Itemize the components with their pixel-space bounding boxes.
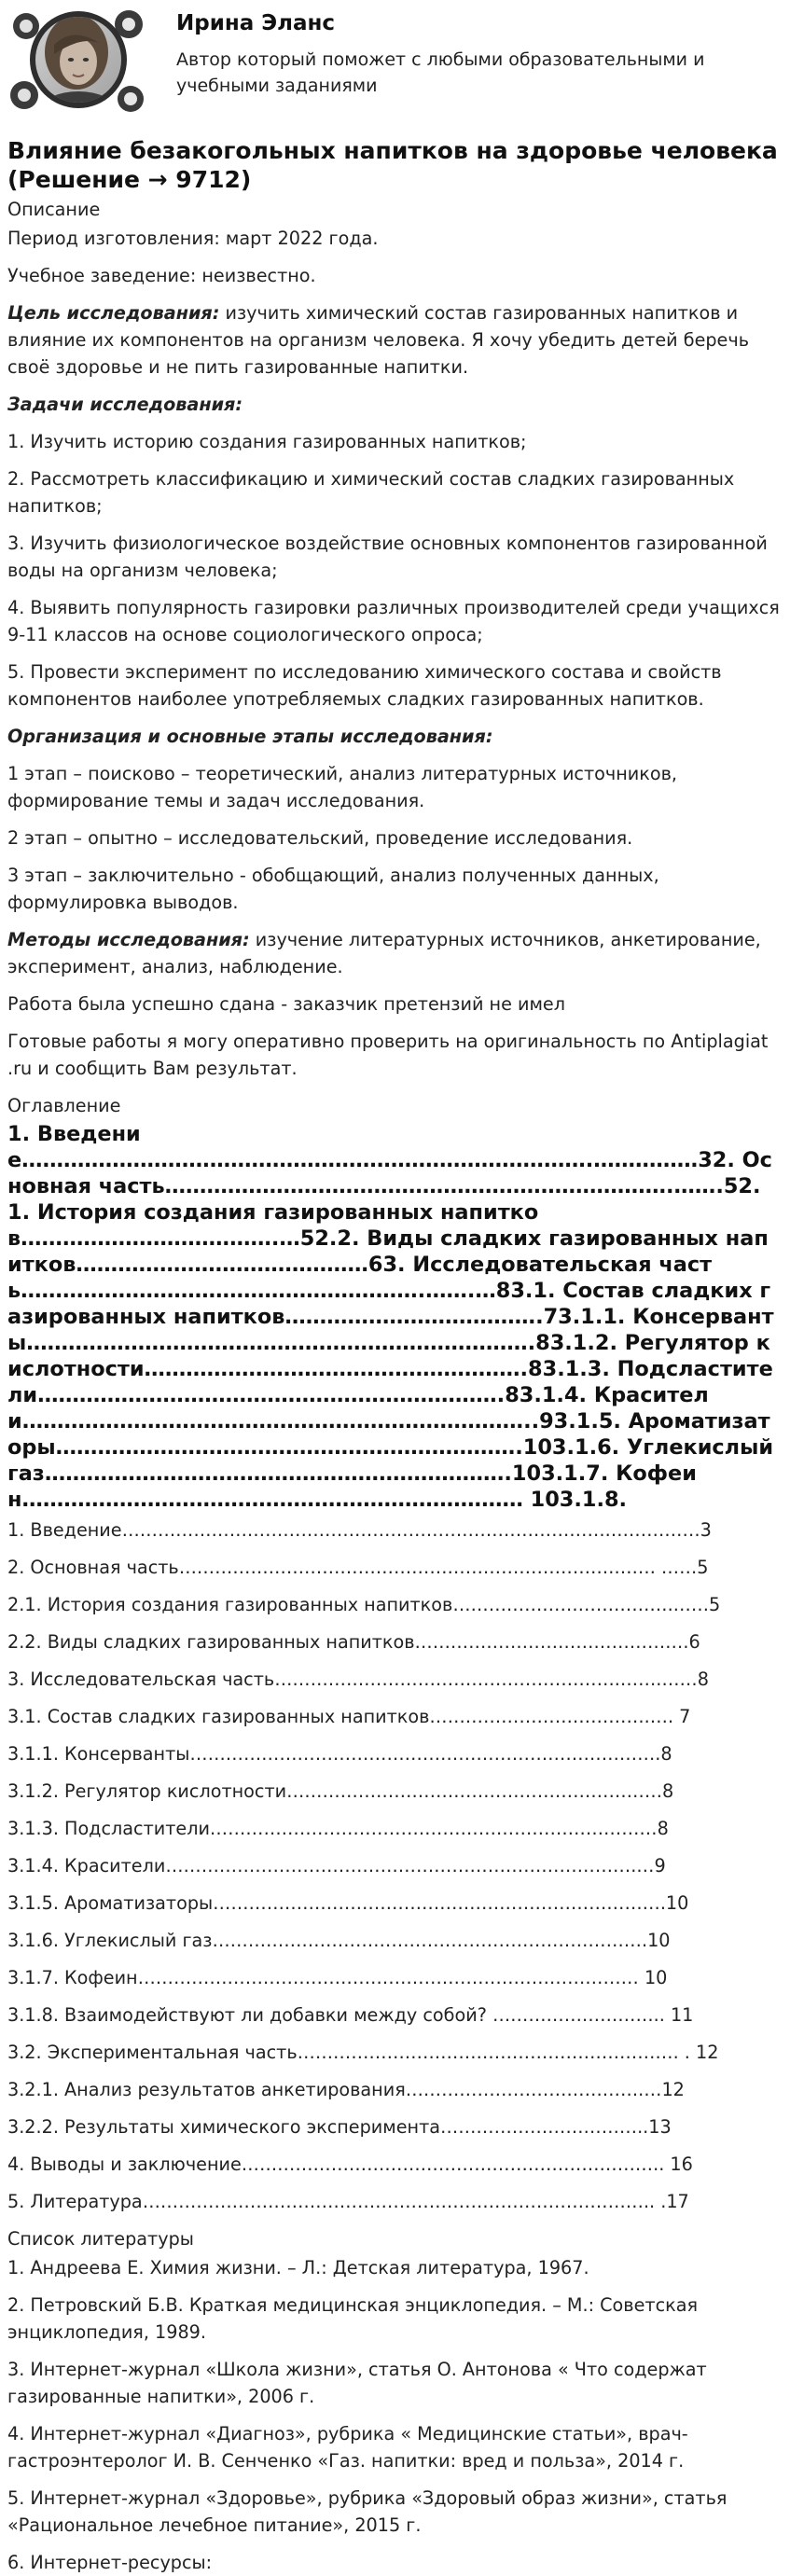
reference-item: 6. Интернет-ресурсы: [7,2552,213,2573]
toc-item: 3.2. Экспериментальная часть………………………………………………………. . 12 [7,2042,719,2063]
toc-item: 3.1.7. Кофеин………………………………………………………………………… 10 [7,1967,668,1988]
toc-item: 3.2.1. Анализ результатов анкетирования………………………………….…12 [7,2079,685,2100]
period-text: Период изготовления: март 2022 года. [7,228,379,249]
task-item: 5. Провести эксперимент по исследованию химического состава и свойств компонентов наиболее употребляемых сладких газированных напитков. [7,661,722,710]
toc-item: 3.1. Состав сладких газированных напитков……………………………….…. 7 [7,1706,691,1727]
stages-heading [7,723,783,750]
toc-item: 3.1.5. Ароматизаторы………………………………………………………………….10 [7,1892,689,1914]
toc-item: 1. Введение……………………………………………………………………….……………3 [7,1519,712,1541]
reference-item: 2. Петровский Б.В. Краткая медицинская энциклопедия. – М.: Советская энциклопедия, 1989. [7,2294,699,2343]
antiplagiat-note: Готовые работы я могу оперативно проверить на оригинальность по Antiplagiat .ru и сообщить Вам результат. [7,1031,769,1079]
institution-text: Учебное заведение: неизвестно. [7,265,316,286]
stage-item: 1 этап – поисково – теоретический, анализ литературных источников, формирование темы и задач исследования. [7,763,677,811]
task-item: 4. Выявить популярность газировки различных производителей среди учащихся 9-11 классов на основе социологического опроса; [7,597,780,645]
toc-item: 2.1. История создания газированных напитков……………………………….……5 [7,1594,721,1615]
toc-label: Оглавление [7,1095,121,1116]
toc-item: 3. Исследовательская часть………………………………………………….…….……8 [7,1669,709,1690]
toc-item: 3.1.2. Регулятор кислотности………………………………………………………8 [7,1780,674,1802]
reference-item: 1. Андреева Е. Химия жизни. – Л.: Детская литература, 1967. [7,2257,589,2278]
task-item: 2. Рассмотреть классификацию и химический состав сладких газированных напитков; [7,468,735,517]
author-info [176,6,773,99]
toc-bold-block: 1. Введение……………………………………………………………………….……………32. Основная часть……………………………………………………………….…….52.1. История создания газированных напитков……………………………….…52.2. Виды сладких газированных напитков……………………………………63. Исследовательская часть………………………………………………….…….…83.1. Состав сладких газированных напитков……………………………….73.1.1. Консерванты……………………………………………………………….83.1.2. Регулятор кислотности……………………………………………….83.1.3. Подсластители………………………………………………………….83.1.4. Красители………………………………………………………………..93.1.5. Ароматизаторы………………………………………………………….103.1.6. Углекислый газ………………………………………………………….103.1.7. Кофеин……………………………………………………………… 103.1.8. [7,1122,774,1512]
toc-item: 2. Основная часть……………………………………………………………….……. ……5 [7,1557,709,1578]
stage-item: 3 этап – заключительно - обобщающий, анализ полученных данных, формулировка выводов. [7,865,659,913]
references-label: Список литературы [7,2228,194,2250]
goal-paragraph [7,299,783,381]
reference-item: 4. Интернет-журнал «Диагноз», рубрика « Медицинские статьи», врач-гастроэнтеролог И. В. Сенченко «Газ. напитки: вред и польза», 2014 г. [7,2423,688,2472]
reference-item: 3. Интернет-журнал «Школа жизни», статья О. Антонова « Что содержат газированные напитки», 2006 г. [7,2359,707,2407]
avatar[interactable] [7,6,146,118]
toc-list [7,1517,783,2215]
tasks-label: Задачи исследования: [7,394,243,415]
goal-label: Цель исследования: [7,302,220,324]
avatar-image-icon [7,6,146,118]
toc-item: 3.1.3. Подсластители…………………………………………………………………8 [7,1818,669,1839]
author-card [7,0,783,121]
stage-item: 2 этап – опытно – исследовательский, проведение исследования. [7,827,633,849]
author-name[interactable]: Ирина Эланс [176,11,336,35]
toc-item: 3.1.1. Консерванты…………………………………………………………………….8 [7,1743,672,1765]
goal-text: изучить химический состав газированных напитков и влияние их компонентов на организм человека. Я хочу убедить детей беречь своё здоровье и не пить газированные напитки. [7,302,750,378]
stages-label: Организация и основные этапы исследования: [7,726,493,747]
task-item: 1. Изучить историю создания газированных напитков; [7,431,527,452]
toc-item: 4. Выводы и заключение…………………………………………………………….. 16 [7,2154,693,2175]
toc-item: 5. Литература………………………………………………………………………….. .17 [7,2191,689,2212]
methods-label: Методы исследования: [7,929,250,950]
accepted-note: Работа была успешно сдана - заказчик претензий не имел [7,993,565,1015]
toc-item: 3.1.4. Красители…………………………………………………………………….…9 [7,1855,666,1877]
toc-item: 3.1.6. Углекислый газ……………………………………………………………….10 [7,1930,671,1951]
page-title: Влияние безакогольных напитков на здоровье человека (Решение → 9712) [7,137,778,193]
methods-paragraph [7,926,783,980]
author-description: Автор который поможет с любыми образовательными и учебными заданиями [176,49,705,96]
toc-item: 2.2. Виды сладких газированных напитков……………………………………….6 [7,1631,700,1653]
reference-item: 5. Интернет-журнал «Здоровье», рубрика «Здоровый образ жизни», статья «Рациональное лечебное питание», 2015 г. [7,2487,728,2536]
methods-text: изучение литературных источников, анкетирование, эксперимент, анализ, наблюдение. [7,929,761,977]
toc-item: 3.2.2. Результаты химического эксперимента……………………………..13 [7,2116,672,2138]
tasks-heading [7,391,783,418]
description-label: Описание [7,199,101,220]
toc-item: 3.1.8. Взаимодействуют ли добавки между собой? ……………………….. 11 [7,2004,694,2026]
task-item: 3. Изучить физиологическое воздействие основных компонентов газированной воды на организм человека; [7,533,768,581]
